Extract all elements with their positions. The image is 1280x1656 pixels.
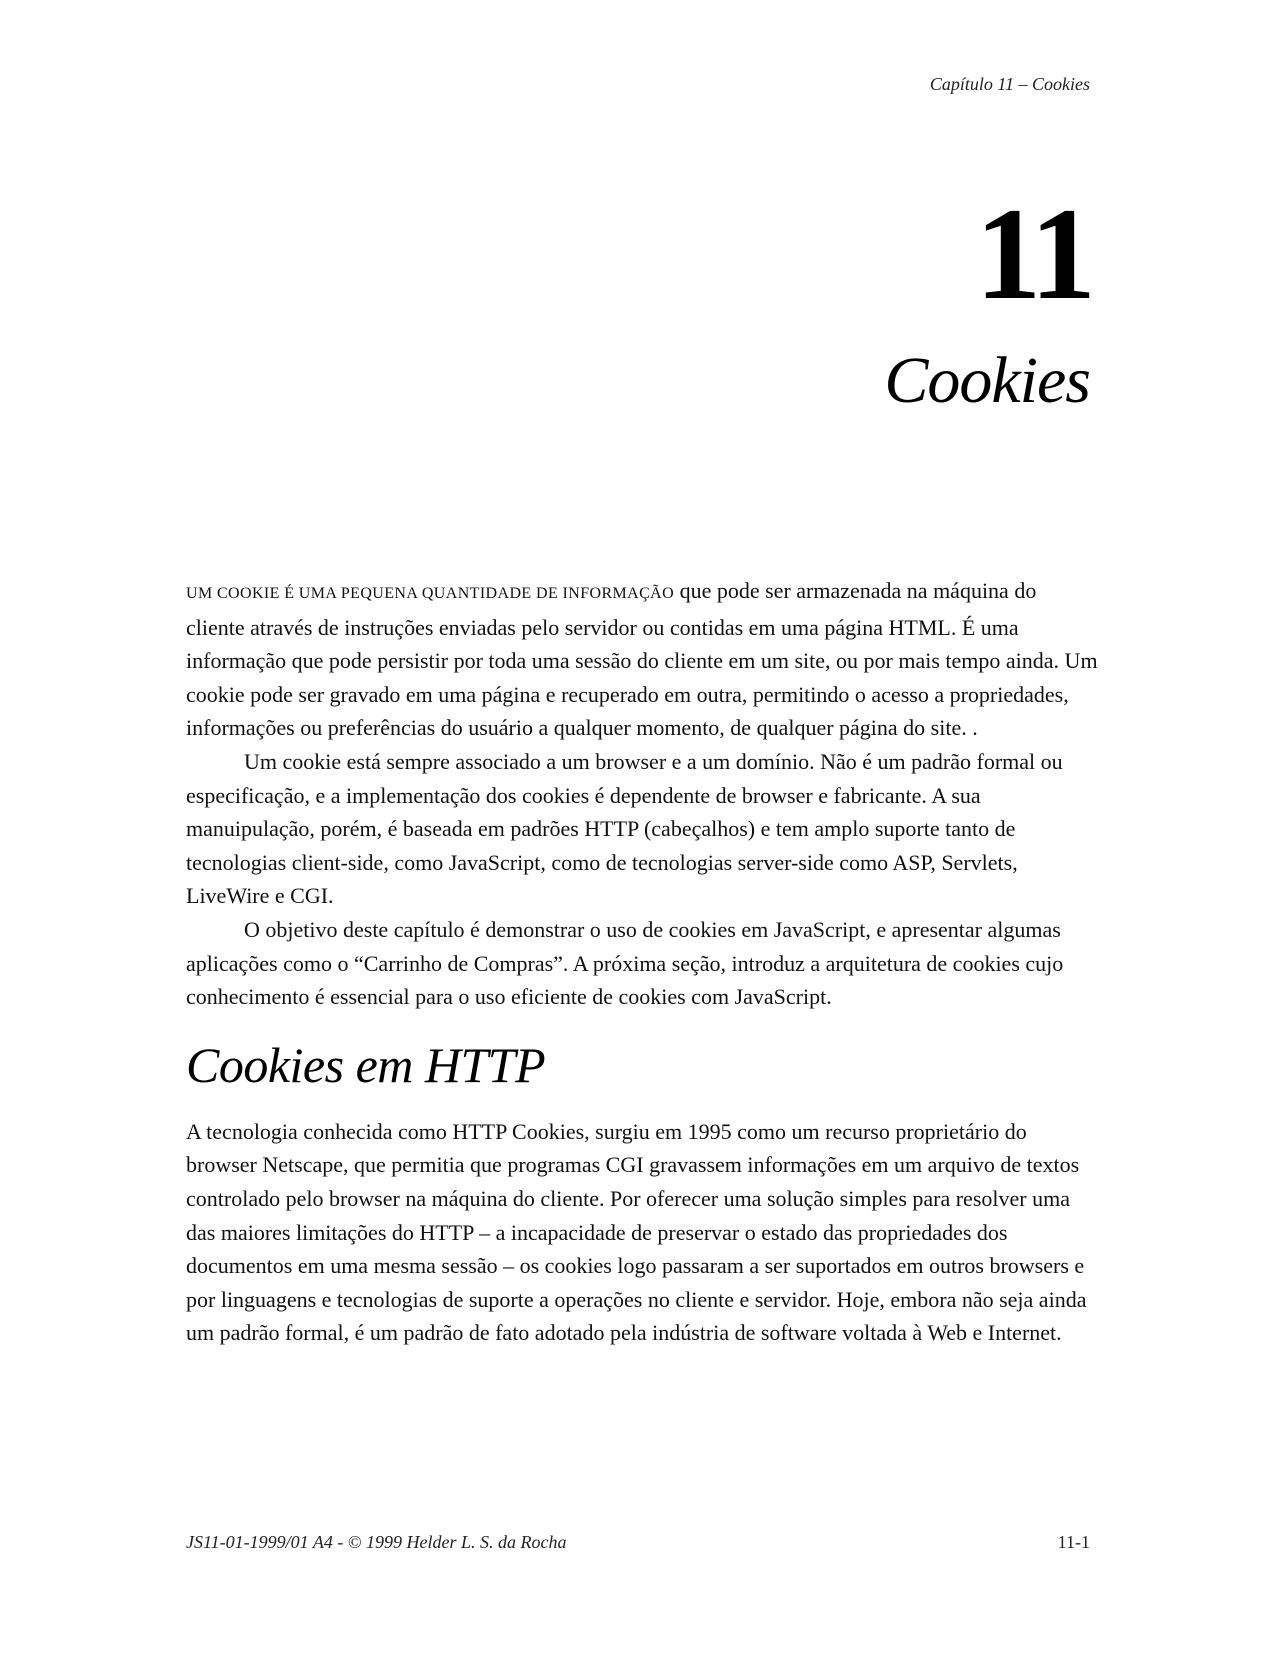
intro-lead-smallcaps: UM COOKIE É UMA PEQUENA QUANTIDADE DE INFORMAÇÃO (186, 585, 675, 602)
section-paragraph-1: A tecnologia conhecida como HTTP Cookies, surgiu em 1995 como um recurso proprietário do browser Netscape, que permitia que programas CGI gravassem informações em um arquivo de textos controlado pelo browser na máquina do cliente. Por oferecer uma solução simples para resolver uma das maiores limitações do HTTP – a incapacidade de preservar o estado das propriedades dos documentos em uma mesma sessão – os cookies logo passaram a ser suportados em outros browsers e por linguagens e tecnologias de suporte a operações no cliente e servidor. Hoje, embora não seja ainda um padrão formal, é um padrão de fato adotado pela indústria de software voltada à Web e Internet. (186, 1118, 1087, 1346)
section-heading: Cookies em HTTP (186, 1036, 546, 1093)
chapter-title: Cookies (884, 344, 1090, 417)
running-header: Capítulo 11 – Cookies (929, 74, 1090, 94)
body-text (186, 574, 1098, 1350)
intro-paragraph-2: Um cookie está sempre associado a um browser e a um domínio. Não é um padrão formal ou especificação, e a implementação dos cookies é dependente de browser e fabricante. A sua manuipulação, porém, é baseada em padrões HTTP (cabeçalhos) e tem amplo suporte tanto de tecnologias client-side, como JavaScript, como de tecnologias server-side como ASP, Servlets, LiveWire e CGI. (186, 748, 1063, 909)
intro-paragraph-1 (186, 574, 1098, 745)
chapter-number: 11 (975, 180, 1092, 327)
intro-paragraph-1-text: que pode ser armazenada na máquina do cliente através de instruções enviadas pelo servidor ou contidas em uma página HTML. É uma informação que pode persistir por toda uma sessão do cliente em um site, ou por mais tempo ainda. Um cookie pode ser gravado em uma página e recuperado em outra, permitindo o acesso a propriedades, informações ou preferências do usuário a qualquer momento, de qualquer página do site. . (186, 578, 1098, 741)
intro-paragraph-3: O objetivo deste capítulo é demonstrar o uso de cookies em JavaScript, e apresentar algumas aplicações como o “Carrinho de Compras”. A próxima seção, introduz a arquitetura de cookies cujo conhecimento é essencial para o uso eficiente de cookies com JavaScript. (186, 916, 1064, 1010)
footer-page-number: 11-1 (1057, 1532, 1090, 1552)
footer-copyright: JS11-01-1999/01 A4 - © 1999 Helder L. S. da Rocha (186, 1532, 567, 1552)
